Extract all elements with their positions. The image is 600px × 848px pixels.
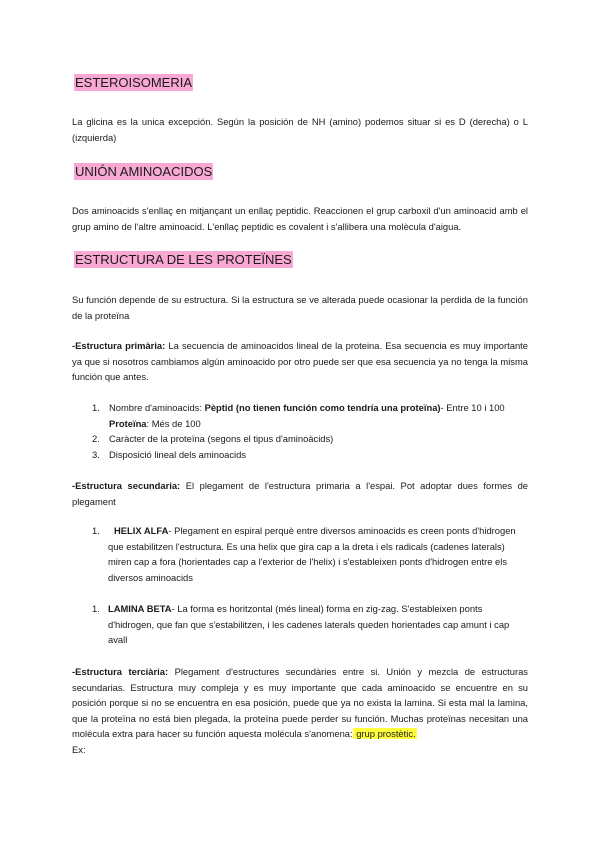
lamina-text-block <box>92 601 528 648</box>
primaria-list <box>92 400 528 462</box>
terciaria-label: -Estructura terciària: <box>72 666 169 677</box>
heading-text: UNIÓN AMINOACIDOS <box>75 164 213 179</box>
list-text: Caràcter de la proteïna (segons el tipus d'aminoàcids) <box>109 433 334 444</box>
list-number: 1. <box>92 525 100 536</box>
terciaria-text: Plegament d'estructures secundàries entre si. Unión y mezcla de estructuras secundarias. Estructura muy compleja y es muy importante que cada aminoacido se encuentre en su posición porque si no se encuentra en esa posición, puede que ya no exista la lamina. Si esta mal la lamina, que la proteïna no está bien plegada, la proteïna puede perder su función. Muchas proteïnas necesitan una molécula extra para hacer su función aquesta molécula s'anomena: <box>72 666 528 739</box>
secundaria-paragraph <box>72 478 528 509</box>
list-item <box>92 447 528 463</box>
union-paragraph: Dos aminoacids s'enllaç en mitjançant un enllaç peptidic. Reaccionen el grup carboxil d'un aminoacid amb el grup amino de l'altre aminoacid. L'enllaç peptidic es covalent i s'allibera una molècula d'aigua. <box>72 205 528 232</box>
secundaria-label: -Estructura secundaria: <box>72 480 181 491</box>
list-text: Nombre d'aminoacids: <box>109 402 205 413</box>
primaria-label: -Estructura primària: <box>72 340 166 351</box>
helix-label: HELIX ALFA <box>114 525 169 536</box>
list-text: - Entre 10 i 100 <box>440 402 505 413</box>
list-number: 1. <box>92 603 100 614</box>
heading-union-aminoacidos <box>72 163 215 181</box>
lamina-beta-item <box>92 601 528 648</box>
heading-estereoisomeria <box>72 74 195 92</box>
helix-text-block <box>92 523 528 585</box>
list-item <box>92 431 528 447</box>
terciaria-paragraph <box>72 664 528 757</box>
heading-text: ESTRUCTURA DE LES PROTEÏNES <box>75 252 292 267</box>
list-text: : Més de 100 <box>146 417 201 429</box>
list-number: 2. <box>92 433 100 444</box>
lamina-label: LAMINA BETA <box>108 603 172 614</box>
primaria-text: La secuencia de aminoacidos lineal de la proteina. Esa secuencia es muy importante ya que si nosotros cambiamos algún aminoacido por otro puede ser que esa secuencia ya no tenga la misma función que antes. <box>72 340 528 382</box>
example-label: Ex: <box>72 743 86 755</box>
estructura-intro: Su función depende de su estructura. Si la estructura se ve alterada puede ocasionar la perdida de la función de la proteïna <box>72 294 528 321</box>
heading-estructura-proteines <box>72 251 295 269</box>
estereo-paragraph: La glicina es la unica excepción. Según la posición de NH (amino) podemos situar si es D (derecha) o L (izquierda) <box>72 116 528 143</box>
secundaria-text: El plegament de l'estructura primaria a l'espai. Pot adoptar dues formes de plegament <box>72 480 528 507</box>
primaria-paragraph <box>72 338 528 385</box>
list-text: Disposició lineal dels aminoacids <box>109 448 247 460</box>
list-number: 1. <box>92 402 100 413</box>
list-number: 3. <box>92 448 100 460</box>
list-item <box>92 400 528 431</box>
grup-prostetic-highlight: grup prostètic. <box>353 728 416 739</box>
helix-text: - Plegament en espiral perquè entre diversos aminoacids es creen ponts d'hidrogen que estabilitzen l'estructura. Es una helix que gira cap a la dreta i els radicals (cadenes laterals) miren cap a fora (horientades cap a l'exterior de l'helix) i s'estableixen ponts d'hidrogen entre els diversos aminoacids <box>108 525 516 583</box>
helix-alfa-item <box>92 523 528 585</box>
heading-text: ESTEROISOMERIA <box>75 75 193 90</box>
list-bold: Pèptid (no tienen función como tendría una proteïna) <box>204 402 441 413</box>
list-bold: Proteïna <box>109 417 147 429</box>
lamina-text: - La forma es horitzontal (més lineal) forma en zig-zag. S'estableixen ponts d'hidrogen, que fan que s'estabilitzen, i les cadenes laterals queden horientades cap amunt i cap avall <box>108 603 510 645</box>
